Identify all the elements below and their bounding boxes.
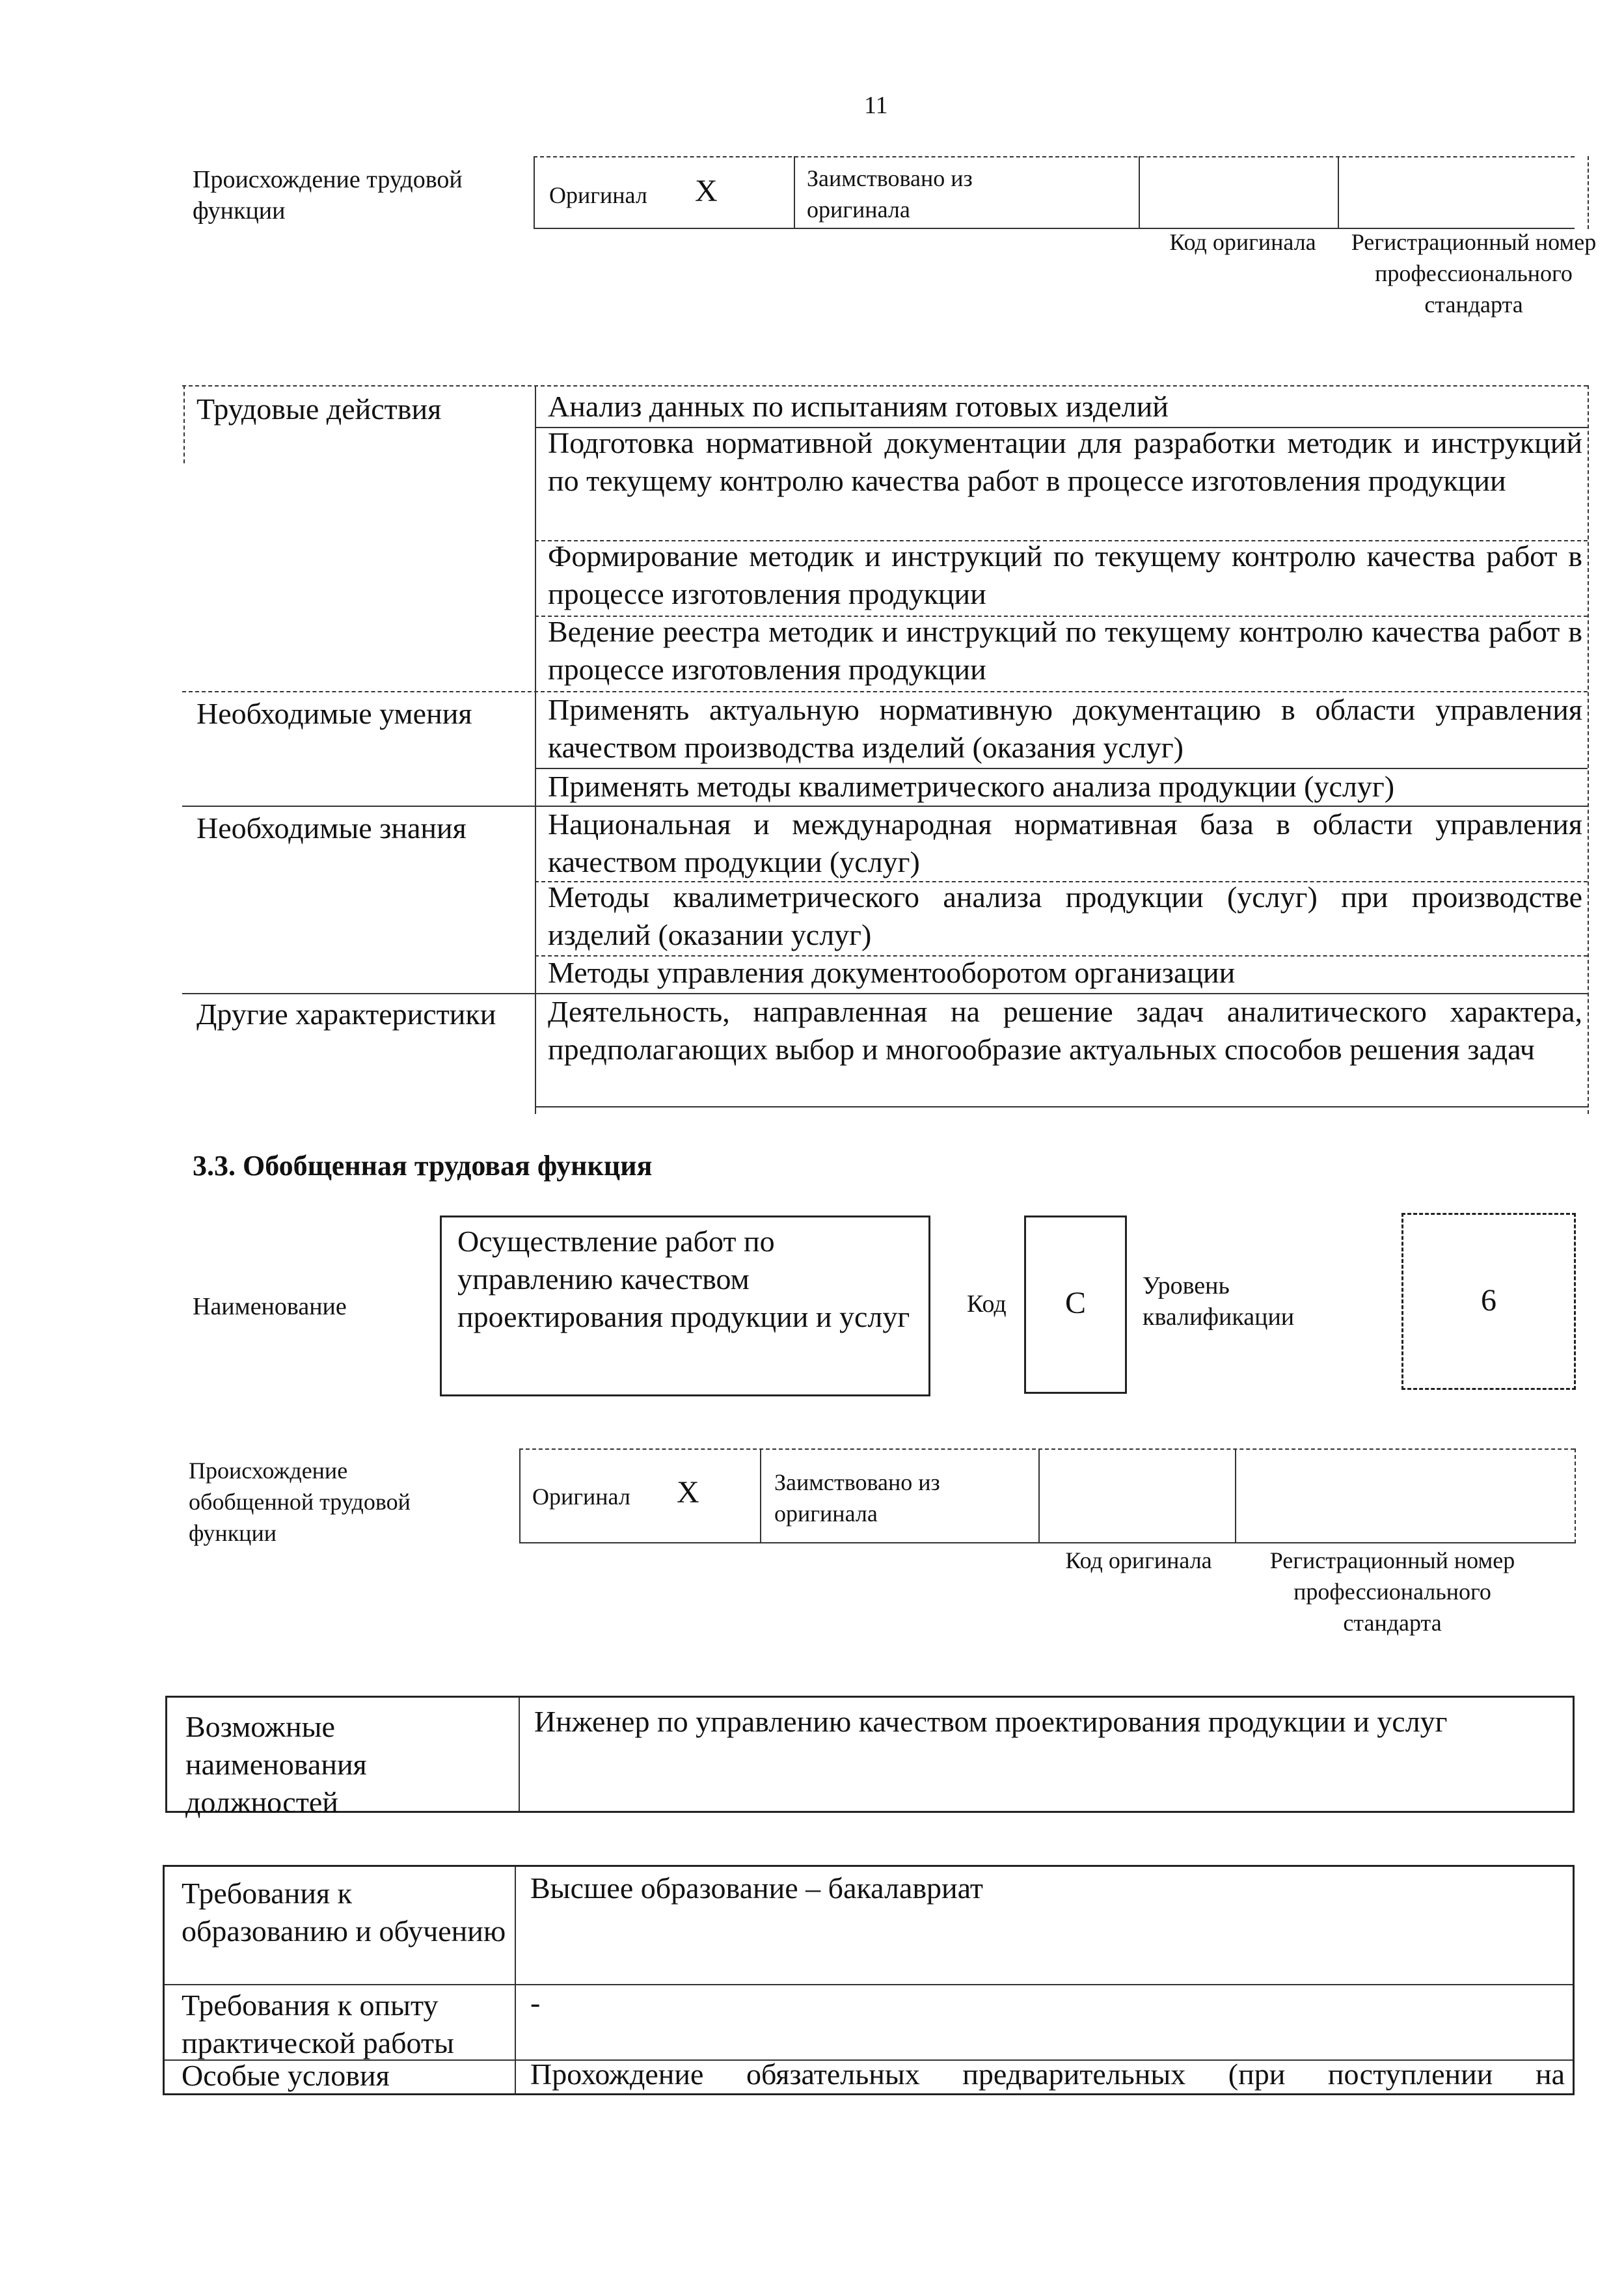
other-item: Деятельность, направленная на решение задач аналитического характера, предполагающих выбор и многообразие актуальных способов решения задач — [548, 995, 1582, 1066]
row-header-other: Другие характеристики — [196, 998, 496, 1031]
req-header-experience: Требования к опыту практической работы — [182, 1989, 454, 2059]
req-value-special: Прохождение обязательных предварительных (при поступлении на — [530, 2058, 1565, 2091]
knowledge-item: Методы квалиметрического анализа продукции (услуг) при производстве изделий (оказании услуг) — [548, 880, 1582, 951]
reg-number-caption-2: Регистрационный номер профессионального стандарта — [1269, 1547, 1515, 1636]
labor-action-item: Подготовка нормативной документации для разработки методик и инструкций по текущему контролю качества работ в процессе изготовления продукции — [548, 426, 1582, 497]
code-original-caption: Код оригинала — [1169, 229, 1316, 255]
code-label: Код — [967, 1290, 1007, 1318]
req-header-education: Требования к образованию и обучению — [182, 1877, 506, 1948]
code-value: C — [1064, 1286, 1086, 1320]
labor-action-item: Ведение реестра методик и инструкций по текущему контролю качества работ в процессе изготовления продукции — [548, 615, 1582, 686]
original-mark: X — [695, 174, 718, 208]
positions-value: Инженер по управлению качеством проектирования продукции и услуг — [534, 1705, 1448, 1738]
borrowed-label: Заимствовано из оригинала — [807, 165, 973, 223]
level-value-box — [1401, 1213, 1576, 1390]
positions-header: Возможные наименования должностей — [185, 1710, 367, 1819]
labor-action-item: Анализ данных по испытаниям готовых изделий — [548, 390, 1169, 423]
original-label: Оригинал — [549, 182, 647, 208]
origin-top-border — [534, 156, 1575, 157]
borrowed-label-2: Заимствовано из оригинала — [774, 1469, 940, 1527]
skill-item: Применять актуальную нормативную документацию в области управления качеством производства изделий (оказания услуг) — [548, 693, 1582, 764]
row-header-skills: Необходимые умения — [196, 697, 472, 730]
code-original-caption-2: Код оригинала — [1065, 1547, 1212, 1573]
level-label: Уровень квалификации — [1143, 1272, 1295, 1331]
knowledge-item: Национальная и международная нормативная база в области управления качеством продукции (услуг) — [548, 808, 1582, 878]
req-value-experience: - — [530, 1986, 541, 2019]
positions-table — [165, 1696, 1575, 1819]
name-label: Наименование — [193, 1293, 347, 1320]
knowledge-item: Методы управления документооборотом организации — [548, 956, 1236, 989]
original-mark-2: X — [677, 1475, 699, 1510]
requirements-table — [163, 1865, 1575, 2095]
req-header-special: Особые условия — [182, 2059, 390, 2092]
section-title: 3.3. Обобщенная трудовая функция — [193, 1150, 653, 1182]
name-value-box — [440, 1216, 930, 1396]
level-value: 6 — [1481, 1283, 1496, 1318]
origin-label: Происхождение трудовой функции — [193, 166, 463, 224]
generalized-origin-label: Происхождение обобщенной трудовой функции — [189, 1458, 411, 1546]
name-value: Осуществление работ по управлению качеством проектирования продукции и услуг — [457, 1225, 910, 1333]
code-value-box — [1024, 1216, 1127, 1394]
row-header-labor-actions: Трудовые действия — [196, 392, 442, 426]
skill-item: Применять методы квалиметрического анализа продукции (услуг) — [548, 770, 1395, 803]
original-label-2: Оригинал — [532, 1484, 630, 1510]
reg-number-caption: Регистрационный номер профессионального стандарта — [1351, 229, 1597, 318]
req-value-education: Высшее образование – бакалавриат — [530, 1871, 983, 1905]
page-number: 11 — [864, 92, 888, 119]
labor-action-item: Формирование методик и инструкций по текущему контролю качества работ в процессе изготовления продукции — [548, 539, 1582, 610]
row-header-knowledge: Необходимые знания — [196, 811, 467, 845]
